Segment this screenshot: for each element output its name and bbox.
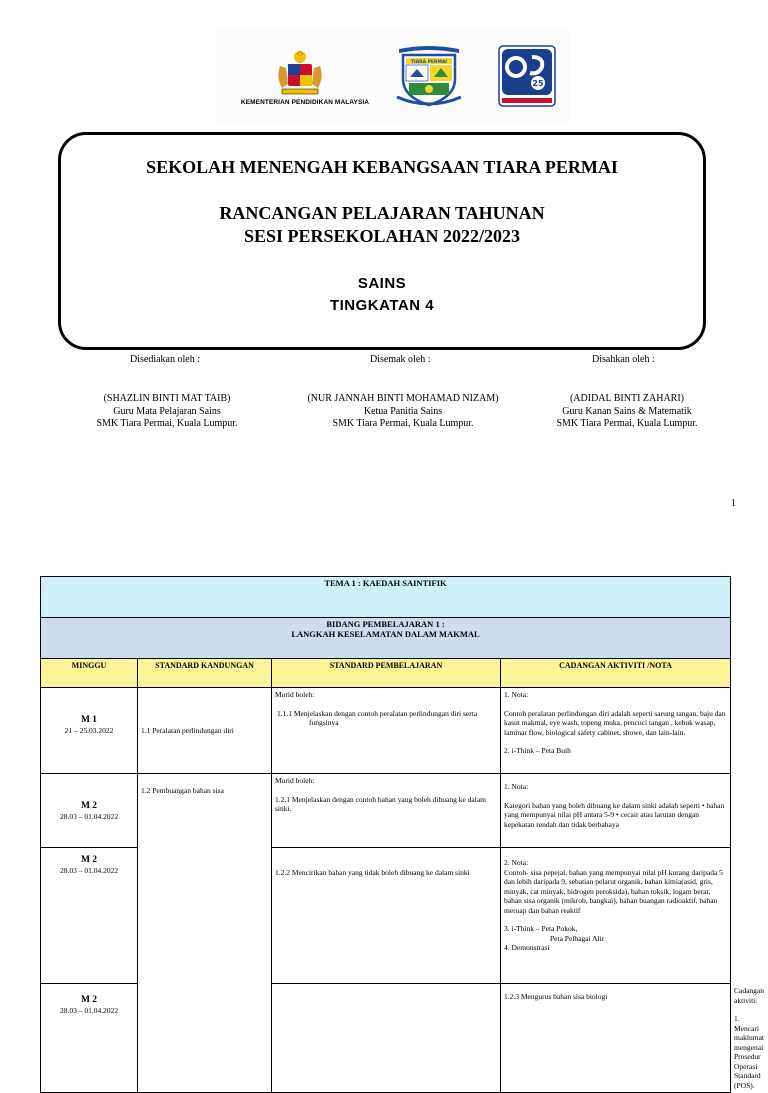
activity-notes-cell bbox=[501, 774, 731, 848]
signatory-position: Guru Kanan Sains & Matematik bbox=[562, 405, 692, 417]
page-number: 1 bbox=[731, 498, 736, 509]
note-line: Peta Pelbagai Alir bbox=[550, 933, 605, 943]
learning-standard-cell bbox=[272, 688, 501, 774]
week-cell bbox=[41, 774, 138, 848]
school-logo-text: TIARA PERMAI bbox=[410, 60, 448, 65]
svg-text:25: 25 bbox=[532, 79, 544, 88]
content-standard-cell bbox=[138, 774, 272, 1093]
theme-title: TEMA 1 : KAEDAH SAINTIFIK bbox=[41, 577, 731, 618]
week-dates: 28.03 – 01.04.2022 bbox=[59, 865, 119, 875]
column-header-row bbox=[41, 659, 731, 688]
column-header-content-standard: STANDARD KANDUNGAN bbox=[138, 659, 272, 688]
ministry-text: KEMENTERIAN PENDIDIKAN MALAYSIA bbox=[240, 99, 370, 106]
signatory-name: (ADIDAL BINTI ZAHARI) bbox=[569, 393, 685, 404]
signatory-checker bbox=[283, 393, 523, 431]
note-line: 1. Nota: bbox=[504, 690, 529, 699]
form-title: TINGKATAN 4 bbox=[329, 297, 435, 314]
signatory-approver bbox=[532, 393, 722, 431]
column-header-week: MINGGU bbox=[41, 659, 138, 688]
activity-notes-cell bbox=[501, 848, 731, 984]
note-line: Contoh peralatan perlindungan diri adalah seperti sarung tangan, baju dan kasut makmal, eye wash, topeng muka, pencuci tangan , kebuk wasap, laminar flow, biological safety cabinet, showe, dan lain-lain. bbox=[504, 708, 726, 737]
approved-by-label: Disahkan oleh : bbox=[592, 354, 655, 365]
week-number: M 2 bbox=[80, 995, 98, 1005]
signatory-school: SMK Tiara Permai, Kuala Lumpur. bbox=[332, 418, 474, 429]
note-line: 2. i-Think – Peta Buih bbox=[504, 746, 571, 755]
learning-standard-intro: Murid boleh: bbox=[275, 776, 315, 785]
lesson-plan-table bbox=[40, 576, 765, 1093]
activity-notes-cell bbox=[501, 688, 731, 774]
column-header-learning-standard: STANDARD PEMBELAJARAN bbox=[272, 659, 501, 688]
note-line: 1. Nota: bbox=[504, 782, 529, 791]
signatory-school: SMK Tiara Permai, Kuala Lumpur. bbox=[556, 418, 698, 429]
content-standard-cell: 1.1 Peralatan perlindungan diri bbox=[138, 688, 272, 774]
signatory-name: (SHAZLIN BINTI MAT TAIB) bbox=[103, 393, 231, 404]
note-line: Kategori bahan yang boleh dibuang ke dalam sinki adalah seperti • bahan yang mempunyai nilai pH antara 5-9 • cecair atau larutan dengan kepekatan rendah dan tidak berbahaya bbox=[504, 800, 725, 829]
moe-crest-logo bbox=[270, 48, 330, 98]
signatory-position: Ketua Panitia Sains bbox=[363, 405, 443, 417]
note-line: 2. Nota: bbox=[504, 858, 529, 867]
learning-area-row bbox=[41, 618, 731, 659]
week-cell bbox=[41, 688, 138, 774]
school-name: SEKOLAH MENENGAH KEBANGSAAN TIARA PERMAI bbox=[146, 157, 618, 177]
table-row bbox=[41, 774, 731, 848]
signatory-position: Guru Mata Pelajaran Sains bbox=[113, 405, 221, 417]
learning-area-title bbox=[41, 618, 731, 659]
learning-standard-cell bbox=[272, 848, 501, 984]
session-title: SESI PERSEKOLAHAN 2022/2023 bbox=[243, 226, 521, 246]
checked-by-label: Disemak oleh : bbox=[370, 354, 431, 365]
learning-area-line1: BIDANG PEMBELAJARAN 1 : bbox=[326, 619, 445, 629]
week-dates: 21 – 25.03.2022 bbox=[64, 725, 114, 735]
prepared-by-label: Disediakan oleh : bbox=[130, 354, 200, 365]
week-dates: 28.03 – 01.04.2022 bbox=[59, 811, 119, 821]
week-cell bbox=[41, 984, 138, 1093]
week-cell bbox=[41, 848, 138, 984]
learning-standard-text: 1.2.3 Mengurus bahan sisa biologi bbox=[504, 992, 608, 1001]
learning-standard-cell bbox=[272, 774, 501, 848]
plan-title: RANCANGAN PELAJARAN TAHUNAN bbox=[219, 203, 545, 223]
content-standard-text: 1.2 Pembuangan bahan sisa bbox=[141, 786, 224, 795]
week-number: M 2 bbox=[80, 801, 98, 811]
theme-row bbox=[41, 577, 731, 618]
title-box bbox=[58, 132, 706, 350]
signatory-name: (NUR JANNAH BINTI MOHAMAD NIZAM) bbox=[307, 393, 499, 404]
content-standard-cell bbox=[272, 984, 501, 1093]
signatory-school: SMK Tiara Permai, Kuala Lumpur. bbox=[96, 418, 238, 429]
kpm-logo bbox=[498, 45, 556, 107]
signatory-preparer bbox=[72, 393, 262, 431]
learning-area-line2: LANGKAH KESELAMATAN DALAM MAKMAL bbox=[291, 628, 480, 639]
note-line: Contoh- sisa pepejal, bahan yang mempunyai nilai pH kurang daripada 5 dan lebih daripada 9, sebatian pelarut organik, bahan kimia(asid, gris, minyak, cat minyak, hidrogen peroksida), bahan toksik, logam berat, bahan sisa organik (mikrob, bangkai), bahan buangan radioaktif, bahan meruap dan bahan reaktif bbox=[504, 867, 723, 915]
logo-strip bbox=[215, 30, 570, 125]
subject-title: SAINS bbox=[357, 275, 407, 292]
column-header-activity-notes: CADANGAN AKTIVITI /NOTA bbox=[501, 659, 731, 688]
note-line: 4. Demonstrasi bbox=[504, 943, 550, 952]
learning-standard-cell bbox=[501, 984, 731, 1093]
week-number: M 1 bbox=[80, 715, 98, 725]
learning-standard-intro: Murid boleh: bbox=[275, 690, 315, 699]
table-row: M 2 28.03 – 01.04.2022 1.2.3 Mengurus bahan sisa biologi Cadangan aktiviti: 1. Mencari maklumat mengenai Prosedur Operasi Standard (POS). bbox=[41, 984, 731, 1093]
note-line: 3. i-Think – Peta Pokok, bbox=[504, 924, 578, 933]
week-number: M 2 bbox=[80, 855, 98, 865]
learning-standard-text: 1.2.2 Mencirikan bahan yang tidak boleh dibuang ke dalam sinki bbox=[275, 868, 470, 877]
school-crest-logo bbox=[393, 45, 465, 107]
learning-standard-text: 1.1.1 Menjelaskan dengan contoh peralatan perlindungan diri serta fungsinya bbox=[277, 708, 478, 727]
week-dates: 28.03 – 01.04.2022 bbox=[59, 1005, 119, 1015]
learning-standard-text: 1.2.1 Menjelaskan dengan contoh bahan yang boleh dibuang ke dalam sinki. bbox=[275, 794, 486, 813]
table-row bbox=[41, 688, 731, 774]
